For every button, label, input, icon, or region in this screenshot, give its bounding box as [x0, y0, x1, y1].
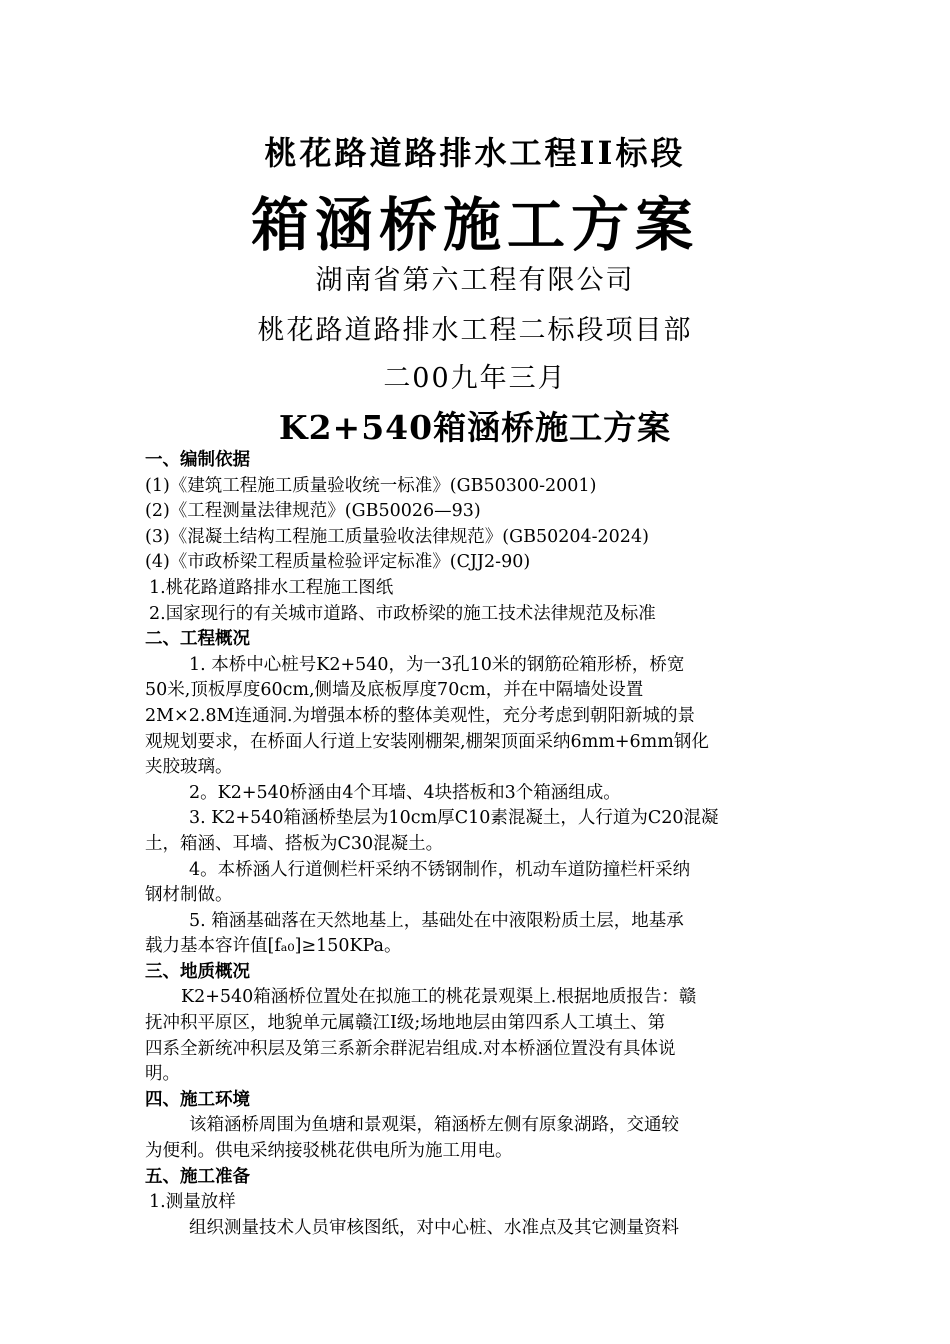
paragraph-line: 载力基本容许值[fₐ₀]≥150KPa。	[145, 936, 402, 957]
reference-item: (3)《混凝土结构工程施工质量验收法律规范》(GB50204-2024)	[145, 526, 649, 547]
paragraph-line: 3. K2+540箱涵桥垫层为10cm厚C10素混凝土，人行道为C20混凝	[189, 808, 719, 829]
document-body	[145, 448, 845, 1241]
paragraph-line: 该箱涵桥周围为鱼塘和景观渠，箱涵桥左侧有原象湖路，交通较	[189, 1115, 679, 1136]
document-date: 二00九年三月	[383, 363, 567, 394]
paragraph-line: K2+540箱涵桥位置处在拟施工的桃花景观渠上.根据地质报告：赣	[181, 987, 697, 1008]
paragraph-line: 夹胶玻璃。	[145, 757, 233, 778]
paragraph-line: 2。K2+540桥涵由4个耳墙、4块搭板和3个箱涵组成。	[189, 782, 621, 803]
reference-item: 2.国家现行的有关城市道路、市政桥梁的施工技术法律规范及标准	[149, 603, 656, 624]
doc-title: K2+540箱涵桥施工方案	[278, 408, 672, 447]
section-heading-preparation: 五、施工准备	[145, 1166, 250, 1187]
reference-item: 1.桃花路道路排水工程施工图纸	[149, 577, 394, 598]
paragraph-line: 钢材制做。	[145, 885, 233, 906]
reference-item: (4)《市政桥梁工程质量检验评定标准》(CJJ2-90)	[145, 552, 531, 573]
reference-item: (2)《工程测量法律规范》(GB50026—93)	[145, 501, 481, 522]
department-name: 桃花路道路排水工程二标段项目部	[257, 315, 693, 346]
paragraph-line: 观规划要求，在桥面人行道上安装刚棚架,棚架顶面采纳6mm+6mm钢化	[145, 731, 709, 752]
main-title: 箱涵桥施工方案	[250, 191, 699, 259]
paragraph-line: 土，箱涵、耳墙、搭板为C30混凝土。	[145, 833, 444, 854]
paragraph-line: 1. 本桥中心桩号K2+540，为一3孔10米的钢筋砼箱形桥，桥宽	[189, 654, 685, 675]
subsection-heading: 1.测量放样	[149, 1192, 236, 1213]
paragraph-line: 抚冲积平原区，地貌单元属赣江Ⅰ级;场地地层由第四系人工填土、第	[145, 1013, 666, 1034]
paragraph-line: 为便利。供电采纳接驳桃花供电所为施工用电。	[145, 1141, 513, 1162]
paragraph-line: 4。本桥涵人行道侧栏杆采纳不锈钢制作，机动车道防撞栏杆采纳	[189, 859, 691, 880]
project-line: 桃花路道路排水工程II标段	[264, 134, 686, 172]
company-name: 湖南省第六工程有限公司	[315, 265, 635, 296]
paragraph-line: 四系全新统冲积层及第三系新余群泥岩组成.对本桥涵位置没有具体说	[145, 1038, 676, 1059]
section-heading-overview: 二、工程概况	[145, 629, 250, 650]
reference-item: (1)《建筑工程施工质量验收统一标准》(GB50300-2001)	[145, 475, 597, 496]
section-heading-environment: 四、施工环境	[145, 1089, 250, 1110]
paragraph-line: 明。	[145, 1064, 180, 1085]
section-heading-basis: 一、编制依据	[145, 450, 250, 470]
paragraph-line: 50米,顶板厚度60cm,侧墙及底板厚度70cm，并在中隔墙处设置	[145, 680, 644, 701]
paragraph-line: 组织测量技术人员审核图纸，对中心桩、水准点及其它测量资料	[189, 1217, 679, 1238]
section-heading-geology: 三、地质概况	[145, 961, 250, 982]
paragraph-line: 2M×2.8M连通洞.为增强本桥的整体美观性，充分考虑到朝阳新城的景	[145, 705, 696, 726]
paragraph-line: 5. 箱涵基础落在天然地基上，基础处在中液限粉质土层，地基承	[189, 910, 684, 931]
